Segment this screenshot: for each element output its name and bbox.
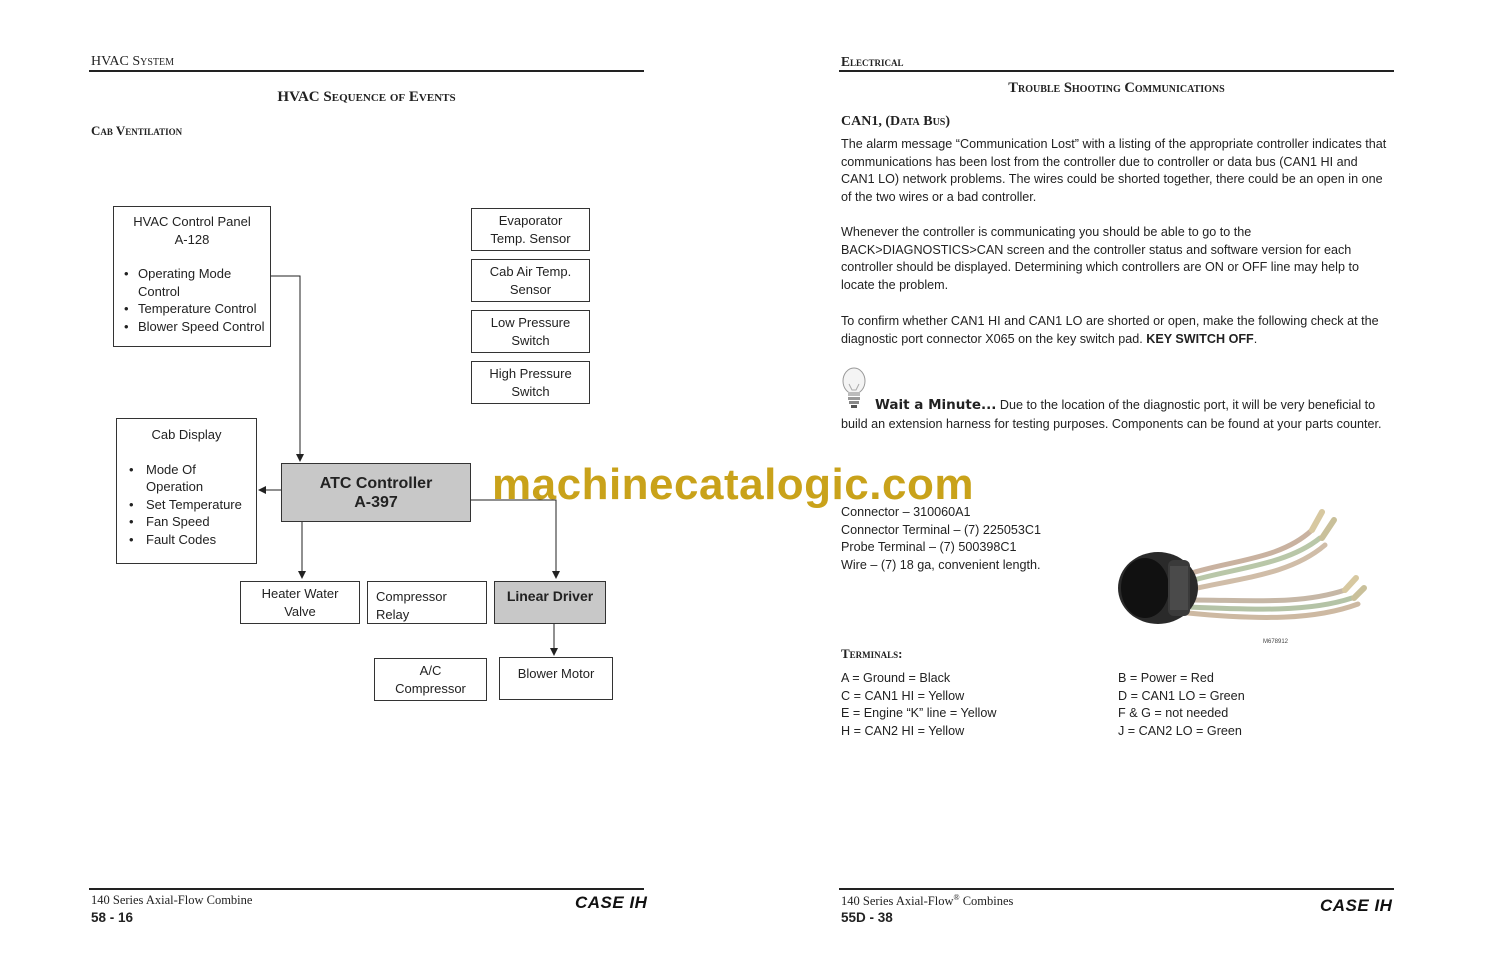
left-subtitle: Cab Ventilation — [91, 123, 183, 138]
cab-display-box — [116, 418, 257, 564]
left-section-header: HVAC System — [91, 54, 175, 69]
terminal-item: C = CAN1 HI = Yellow — [841, 688, 965, 703]
atc-controller-box — [281, 463, 471, 522]
cab-display-item: • Mode Of Operation — [123, 461, 250, 496]
right-section-header: Electrical — [841, 54, 904, 69]
terminal-item: B = Power = Red — [1118, 671, 1214, 685]
cab-display-title: Cab Display — [151, 427, 222, 442]
footer-title-text: 140 Series Axial-Flow — [841, 894, 954, 909]
control-panel-item: • Operating Mode Control — [118, 265, 266, 300]
terminal-item: H = CAN2 HI = Yellow — [841, 723, 965, 738]
sensor-label: Sensor — [509, 281, 552, 297]
ac-compressor-box — [374, 658, 487, 701]
cab-display-item: • Set Temperature — [123, 496, 250, 514]
left-footer-rule — [89, 888, 644, 890]
watermark: machinecatalogic.com — [492, 460, 974, 509]
sensor-label: Evaporator — [498, 213, 563, 228]
sensor-label: Cab Air Temp. — [489, 264, 572, 279]
sensor-label: High Pressure — [489, 366, 572, 381]
heater-water-valve-box — [240, 581, 360, 624]
paragraph-2: Whenever the controller is communicating you should be able to go to the BACK>DIAGNOSTICS>CAN screen and the controller status and software version for each controller should be displayed. Determining which controllers are ON or OFF line may help to locate the problem. — [841, 225, 1359, 292]
sensor-label: Switch — [511, 383, 550, 399]
registered-mark: ® — [953, 893, 960, 902]
paragraph-1: The alarm message “Communication Lost” with a listing of the appropriate controller indicates that communications has been lost from the controller due to controller or data bus (CAN1 HI and CAN1 LO) network problems. The wires could be shorted together, there could be an open in one of the two wires or a bad controller. — [841, 137, 1387, 204]
image-caption: M678912 — [1263, 639, 1289, 645]
compressor-relay-box — [367, 581, 487, 624]
key-switch-off: KEY SWITCH OFF — [1146, 331, 1254, 346]
cab-air-temp-sensor-box — [471, 259, 590, 302]
linear-driver-label: Linear Driver — [506, 588, 594, 604]
terminals-title: Terminals: — [841, 646, 903, 661]
paragraph-3 — [841, 313, 1393, 348]
right-footer-title — [841, 893, 1013, 909]
blower-motor-label: Blower Motor — [517, 666, 595, 681]
footer-title-end: Combines — [959, 894, 1014, 909]
cab-display-item: • Fault Codes — [123, 531, 250, 549]
right-page-number: 55D - 38 — [841, 910, 893, 925]
heater-valve-label: Valve — [284, 603, 316, 619]
sensor-label: Temp. Sensor — [490, 230, 571, 246]
high-pressure-switch-box — [471, 361, 590, 404]
right-subtitle — [841, 114, 950, 130]
left-page-number: 58 - 16 — [91, 910, 134, 925]
case-ih-logo: CASE IH — [575, 893, 648, 912]
left-footer-title: 140 Series Axial-Flow Combine — [91, 893, 253, 907]
low-pressure-switch-box — [471, 310, 590, 353]
sensor-label: Low Pressure — [490, 315, 571, 330]
control-panel-item: • Blower Speed Control — [118, 318, 266, 336]
right-page-title: Trouble Shooting Communications — [1008, 80, 1225, 96]
cab-display-list — [123, 461, 250, 549]
control-panel-id: A-128 — [174, 231, 210, 247]
case-ih-logo: CASE IH — [1320, 896, 1393, 915]
terminal-item: A = Ground = Black — [841, 671, 951, 685]
subtitle-main: CAN1, — [841, 114, 882, 129]
terminal-item: F & G = not needed — [1118, 706, 1229, 721]
terminals-left-list — [841, 670, 1111, 740]
terminals-right-list — [1118, 670, 1388, 740]
part-item: Connector Terminal – (7) 225053C1 — [841, 522, 1041, 537]
terminal-item: D = CAN1 LO = Green — [1118, 688, 1245, 703]
control-panel-list — [118, 265, 266, 335]
part-item: Probe Terminal – (7) 500398C1 — [841, 540, 1017, 555]
terminal-item: E = Engine “K” line = Yellow — [841, 706, 997, 721]
tip-label: Wait a Minute... — [875, 397, 997, 413]
evaporator-sensor-box — [471, 208, 590, 251]
paragraph-3-text: To confirm whether CAN1 HI and CAN1 LO are shorted or open, make the following check at the diagnostic port connector X065 on the key switch pad. — [841, 314, 1379, 346]
ac-compressor-label: A/C — [419, 663, 442, 678]
right-header-rule — [839, 70, 1394, 72]
right-footer-rule — [839, 888, 1394, 890]
left-page-title: HVAC Sequence of Events — [277, 89, 456, 105]
sensor-label: Switch — [511, 332, 550, 348]
heater-valve-label: Heater Water — [261, 586, 339, 601]
parts-list — [841, 504, 1141, 574]
cab-display-item: • Fan Speed — [123, 513, 250, 531]
linear-driver-box — [494, 581, 606, 624]
subtitle-paren: (Data Bus) — [885, 114, 951, 129]
compressor-relay-label: Compressor — [376, 589, 447, 604]
compressor-relay-label: Relay — [376, 606, 410, 622]
paragraph-3-end: . — [1253, 331, 1258, 346]
atc-controller-id: A-397 — [354, 493, 398, 511]
blower-motor-box — [499, 657, 613, 700]
tip-text: Due to the location of the diagnostic port, it will be very beneficial to build an extension harness for testing purposes. Components can be found at your parts counter. — [841, 398, 1382, 431]
control-panel-item: • Temperature Control — [118, 300, 266, 318]
terminal-item: J = CAN2 LO = Green — [1118, 723, 1242, 738]
part-item: Wire – (7) 18 ga, convenient length. — [841, 557, 1041, 572]
control-panel-title: HVAC Control Panel — [133, 214, 251, 229]
tip-paragraph — [841, 396, 1393, 434]
hvac-control-panel-box — [113, 206, 271, 347]
atc-controller-label: ATC Controller — [319, 474, 433, 492]
ac-compressor-label: Compressor — [395, 680, 466, 696]
part-item: Connector – 310060A1 — [841, 505, 971, 519]
